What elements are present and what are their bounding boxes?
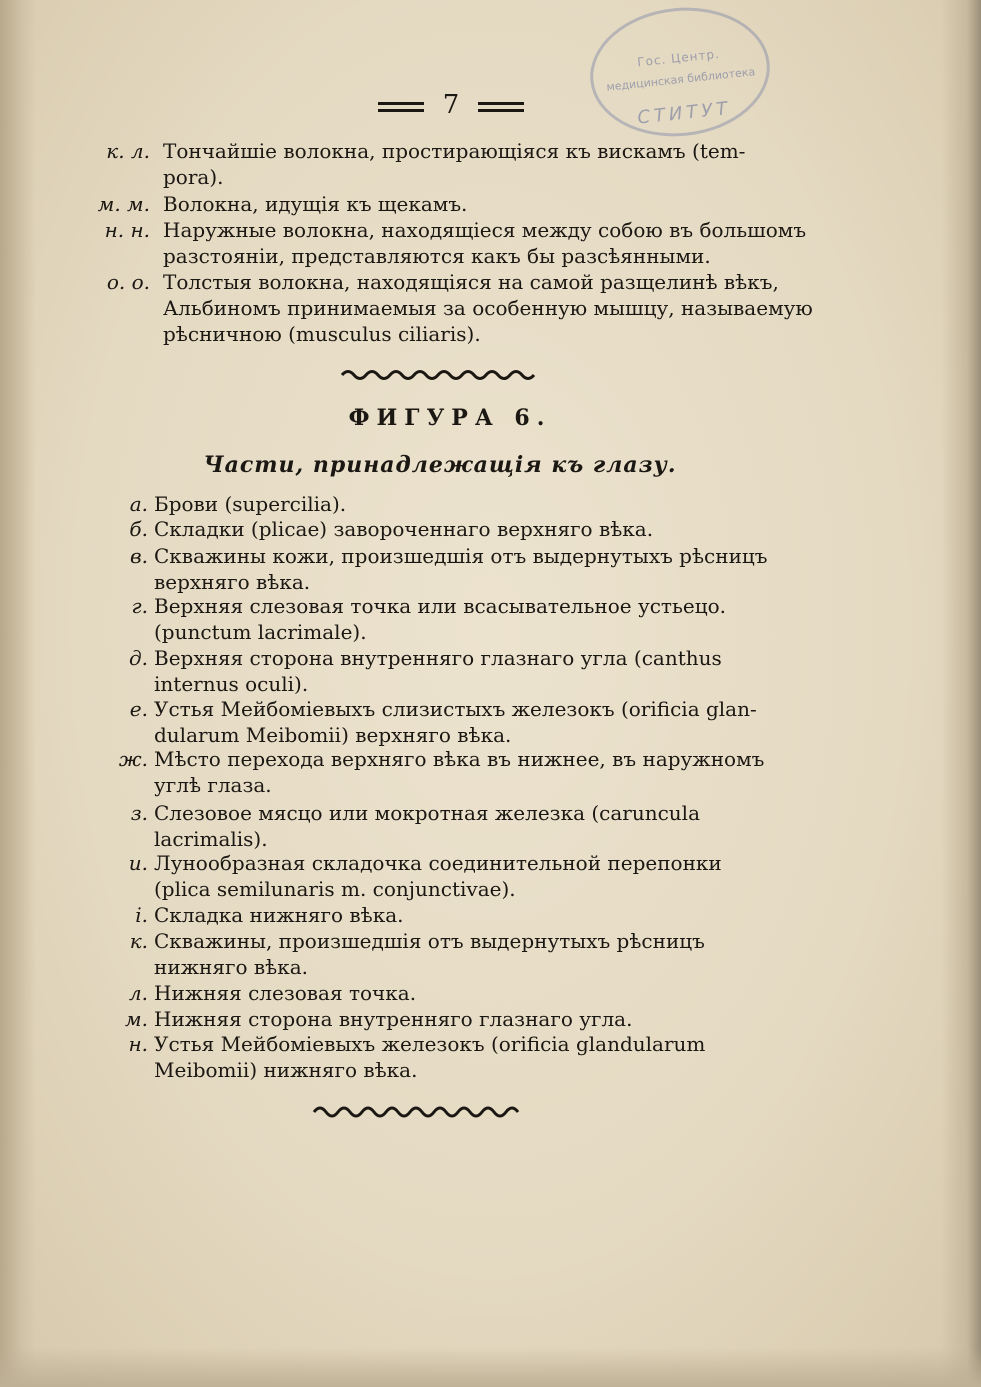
entry-text-line-2: верхняго вѣка. <box>154 570 311 594</box>
entry-text-line-2: internus oculi). <box>154 672 309 696</box>
entry-text-line-1: Верхняя сторона внутренняго глазнаго угла (canthus <box>154 646 722 670</box>
entry-text-line-1: Устья Мейбоміевыхъ слизистыхъ железокъ (orificia glan- <box>154 697 757 721</box>
entry-label: і. <box>135 903 148 927</box>
rule-right-top <box>478 102 524 105</box>
entry-text-line-1: Складка нижняго вѣка. <box>154 903 404 927</box>
entry-text-line-1: Верхняя слезовая точка или всасывательное устьецо. <box>154 594 726 618</box>
ornamental-divider-top <box>340 368 540 382</box>
entry-text-line-1: Устья Мейбоміевыхъ железокъ (orificia glandularum <box>154 1032 706 1056</box>
entry-text-line-1: Нижняя слезовая точка. <box>154 981 417 1005</box>
entry-text-line-2: Альбиномъ принимаемыя за особенную мышцу, называемую <box>163 296 813 320</box>
entry-label: б. <box>129 517 148 541</box>
page-number-header <box>372 90 530 124</box>
stamp-line-1: Гос. Центр. <box>636 46 721 70</box>
entry-label: к. <box>129 929 148 953</box>
entry-label: м. м. <box>97 192 150 216</box>
entry-label: м. <box>125 1007 148 1031</box>
entry-text-line-1: Скважины кожи, произшедшія отъ выдернутыхъ рѣсницъ <box>154 544 768 568</box>
legend-entry <box>0 269 940 349</box>
entry-text-line-2: Meibomii) нижняго вѣка. <box>154 1058 418 1082</box>
entry-label: и. <box>128 851 148 875</box>
entry-text-line-1: Тончайшіе волокна, простирающіяся къ вискамъ (tem- <box>163 139 746 163</box>
entry-text-line-1: Складки (plicae) завороченнаго верхняго вѣка. <box>154 517 654 541</box>
entry-label: н. н. <box>104 218 150 242</box>
entry-label: н. <box>128 1032 148 1056</box>
entry-text-line-2: углѣ глаза. <box>154 773 272 797</box>
rule-right-bottom <box>478 109 524 112</box>
entry-text-line-1: Мѣсто перехода верхняго вѣка въ нижнее, въ наружномъ <box>154 747 765 771</box>
ornamental-divider-bottom <box>312 1104 522 1120</box>
entry-text-line-3: рѣсничною (musculus ciliaris). <box>163 322 481 346</box>
entry-label: а. <box>129 492 148 516</box>
entry-text-line-1: Лунообразная складочка соединительной перепонки <box>154 851 722 875</box>
entry-text-line-2: (punctum lacrimale). <box>154 620 367 644</box>
entry-label: е. <box>129 697 148 721</box>
legend-entry <box>0 1031 940 1111</box>
entry-label: з. <box>130 801 148 825</box>
entry-text-line-2: (plica semilunaris m. conjunctivae). <box>154 877 516 901</box>
page-number: 7 <box>442 90 460 120</box>
entry-text-line-2: dularum Meibomii) верхняго вѣка. <box>154 723 512 747</box>
stamp-line-2: медицинская библиотека <box>605 65 756 94</box>
entry-text-line-1: Волокна, идущія къ щекамъ. <box>163 192 468 216</box>
entry-label: о. о. <box>106 270 150 294</box>
rule-left-top <box>378 102 424 105</box>
entry-text-line-1: Наружные волокна, находящіеся между собою въ большомъ <box>163 218 807 242</box>
page-bottom-edge <box>0 1347 981 1387</box>
entry-text-line-1: Слезовое мясцо или мокротная железка (caruncula <box>154 801 700 825</box>
entry-label: д. <box>128 646 148 670</box>
figure-title: ФИГУРА 6. <box>348 405 552 431</box>
entry-label: л. <box>128 981 148 1005</box>
page-right-edge <box>941 0 981 1387</box>
entry-label: в. <box>130 544 148 568</box>
entry-text-line-2: pora). <box>163 165 224 189</box>
entry-label: г. <box>131 594 148 618</box>
figure-subtitle: Части, принадлежащія къ глазу. <box>203 452 677 478</box>
entry-label: к. л. <box>106 139 150 163</box>
entry-text-line-2: lacrimalis). <box>154 827 268 851</box>
stamp-line-3: СТИТУТ <box>636 97 733 129</box>
entry-text-line-2: разстояніи, представляются какъ бы разсѣянными. <box>163 244 711 268</box>
entry-text-line-1: Скважины, произшедшія отъ выдернутыхъ рѣсницъ <box>154 929 705 953</box>
entry-text-line-1: Нижняя сторона внутренняго глазнаго угла. <box>154 1007 633 1031</box>
entry-text-line-2: нижняго вѣка. <box>154 955 308 979</box>
entry-label: ж. <box>118 747 148 771</box>
entry-text-line-1: Брови (supercilia). <box>154 492 347 516</box>
entry-text-line-1: Толстыя волокна, находящіяся на самой разщелинѣ вѣкъ, <box>163 270 779 294</box>
library-stamp <box>584 0 776 145</box>
rule-left-bottom <box>378 109 424 112</box>
